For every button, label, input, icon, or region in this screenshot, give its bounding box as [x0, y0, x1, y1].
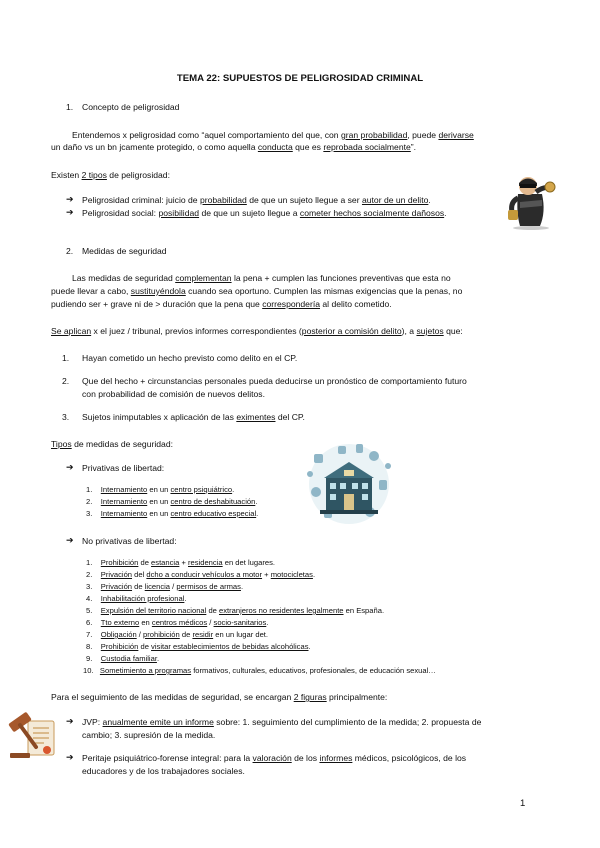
list-item: 8. Prohibición de visitar establecimientos de bebidas alcohólicas. — [86, 642, 311, 651]
list-item: 2. Internamiento en un centro de deshabituación. — [86, 497, 258, 506]
arrow-icon: ➔ — [66, 535, 74, 545]
page-title: TEMA 22: SUPUESTOS DE PELIGROSIDAD CRIMINAL — [176, 73, 424, 84]
jvp-line-1: JVP: anualmente emite un informe sobre: 1. seguimiento del cumplimiento de la medida; 2. propuesta de — [82, 717, 482, 727]
list-item: 7. Obligación / prohibición de residir en un lugar det. — [86, 630, 269, 639]
peritaje-line-1: Peritaje psiquiátrico-forense integral: para la valoración de los informes médicos, psicológicos, de los — [82, 753, 467, 763]
page-number: 1 — [520, 798, 526, 809]
list-item: 10. Sometimiento a programas formativos, culturales, educativos, profesionales, de educación sexual… — [83, 666, 436, 675]
paragraph-line: Las medidas de seguridad complementan la pena + cumplen las funciones preventivas que esta no — [72, 273, 451, 283]
section-2-heading: Medidas de seguridad — [82, 246, 167, 256]
gavel-document-icon — [6, 707, 60, 763]
list-number: 2. — [62, 376, 70, 386]
institution-icon — [304, 440, 394, 528]
privative-label: Privativas de libertad: — [82, 463, 165, 473]
section-1-heading: Concepto de peligrosidad — [82, 102, 180, 112]
thief-icon — [506, 172, 556, 230]
list-item: con probabilidad de comisión de nuevos delitos. — [82, 389, 265, 399]
paragraph-line: puede llevar a cabo, sustituyéndola cuando sea oportuno. Cumplen las mismas exigencias que la penas, no — [51, 286, 463, 296]
list-item: 1. Prohibición de estancia + residencia en det lugares. — [86, 558, 275, 567]
paragraph-line: Entendemos x peligrosidad como “aquel comportamiento del que, con gran probabilidad, puede derivarse — [72, 130, 474, 140]
paragraph-line: pudiendo ser + grave ni de > duración que la pena que correspondería al delito cometido. — [51, 299, 392, 309]
section-1-number: 1. — [66, 102, 74, 112]
jvp-line-2: cambio; 3. supresión de la medida. — [82, 730, 216, 740]
types-intro: Existen 2 tipos de peligrosidad: — [51, 170, 170, 180]
list-item: 3. Internamiento en un centro educativo especial. — [86, 509, 259, 518]
list-item: 6. Tto externo en centros médicos / socio-sanitarios. — [86, 618, 269, 627]
types-measures-intro: Tipos de medidas de seguridad: — [51, 439, 173, 449]
list-item: 3. Privación de licencia / permisos de armas. — [86, 582, 244, 591]
list-item: 5. Expulsión del territorio nacional de extranjeros no residentes legalmente en España. — [86, 606, 385, 615]
list-item: 4. Inhabilitación profesional. — [86, 594, 187, 603]
section-2-number: 2. — [66, 246, 74, 256]
arrow-icon: ➔ — [66, 716, 74, 726]
list-item: 9. Custodia familiar. — [86, 654, 160, 663]
follow-up-intro: Para el seguimiento de las medidas de seguridad, se encargan 2 figuras principalmente: — [51, 692, 388, 702]
bullet-social: Peligrosidad social: posibilidad de que un sujeto llegue a cometer hechos socialmente dañosos. — [82, 208, 447, 218]
arrow-icon: ➔ — [66, 462, 74, 472]
list-item: 2. Privación del dcho a conducir vehículos a motor + motocicletas. — [86, 570, 316, 579]
list-item: Que del hecho + circunstancias personales pueda deducirse un pronóstico de comportamiento futuro — [82, 376, 467, 386]
list-item: Hayan cometido un hecho previsto como delito en el CP. — [82, 353, 298, 363]
arrow-icon: ➔ — [66, 752, 74, 762]
non-privative-label: No privativas de libertad: — [82, 536, 177, 546]
arrow-icon: ➔ — [66, 194, 74, 204]
bullet-criminal: Peligrosidad criminal: juicio de probabilidad de que un sujeto llegue a ser autor de un delito. — [82, 195, 431, 205]
peritaje-line-2: educadores y de los trabajadores sociales. — [82, 766, 245, 776]
list-item: 1. Internamiento en un centro psiquiátrico. — [86, 485, 235, 494]
list-number: 3. — [62, 412, 70, 422]
list-number: 1. — [62, 353, 70, 363]
arrow-icon: ➔ — [66, 207, 74, 217]
paragraph-line: un daño vs un bn jcamente protegido, o como aquella conducta que es reprobada socialmente”. — [51, 142, 417, 152]
list-item: Sujetos inimputables x aplicación de las eximentes del CP. — [82, 412, 305, 422]
application-line: Se aplican x el juez / tribunal, previos informes correspondientes (posterior a comisión delito), a sujetos que: — [51, 326, 463, 336]
